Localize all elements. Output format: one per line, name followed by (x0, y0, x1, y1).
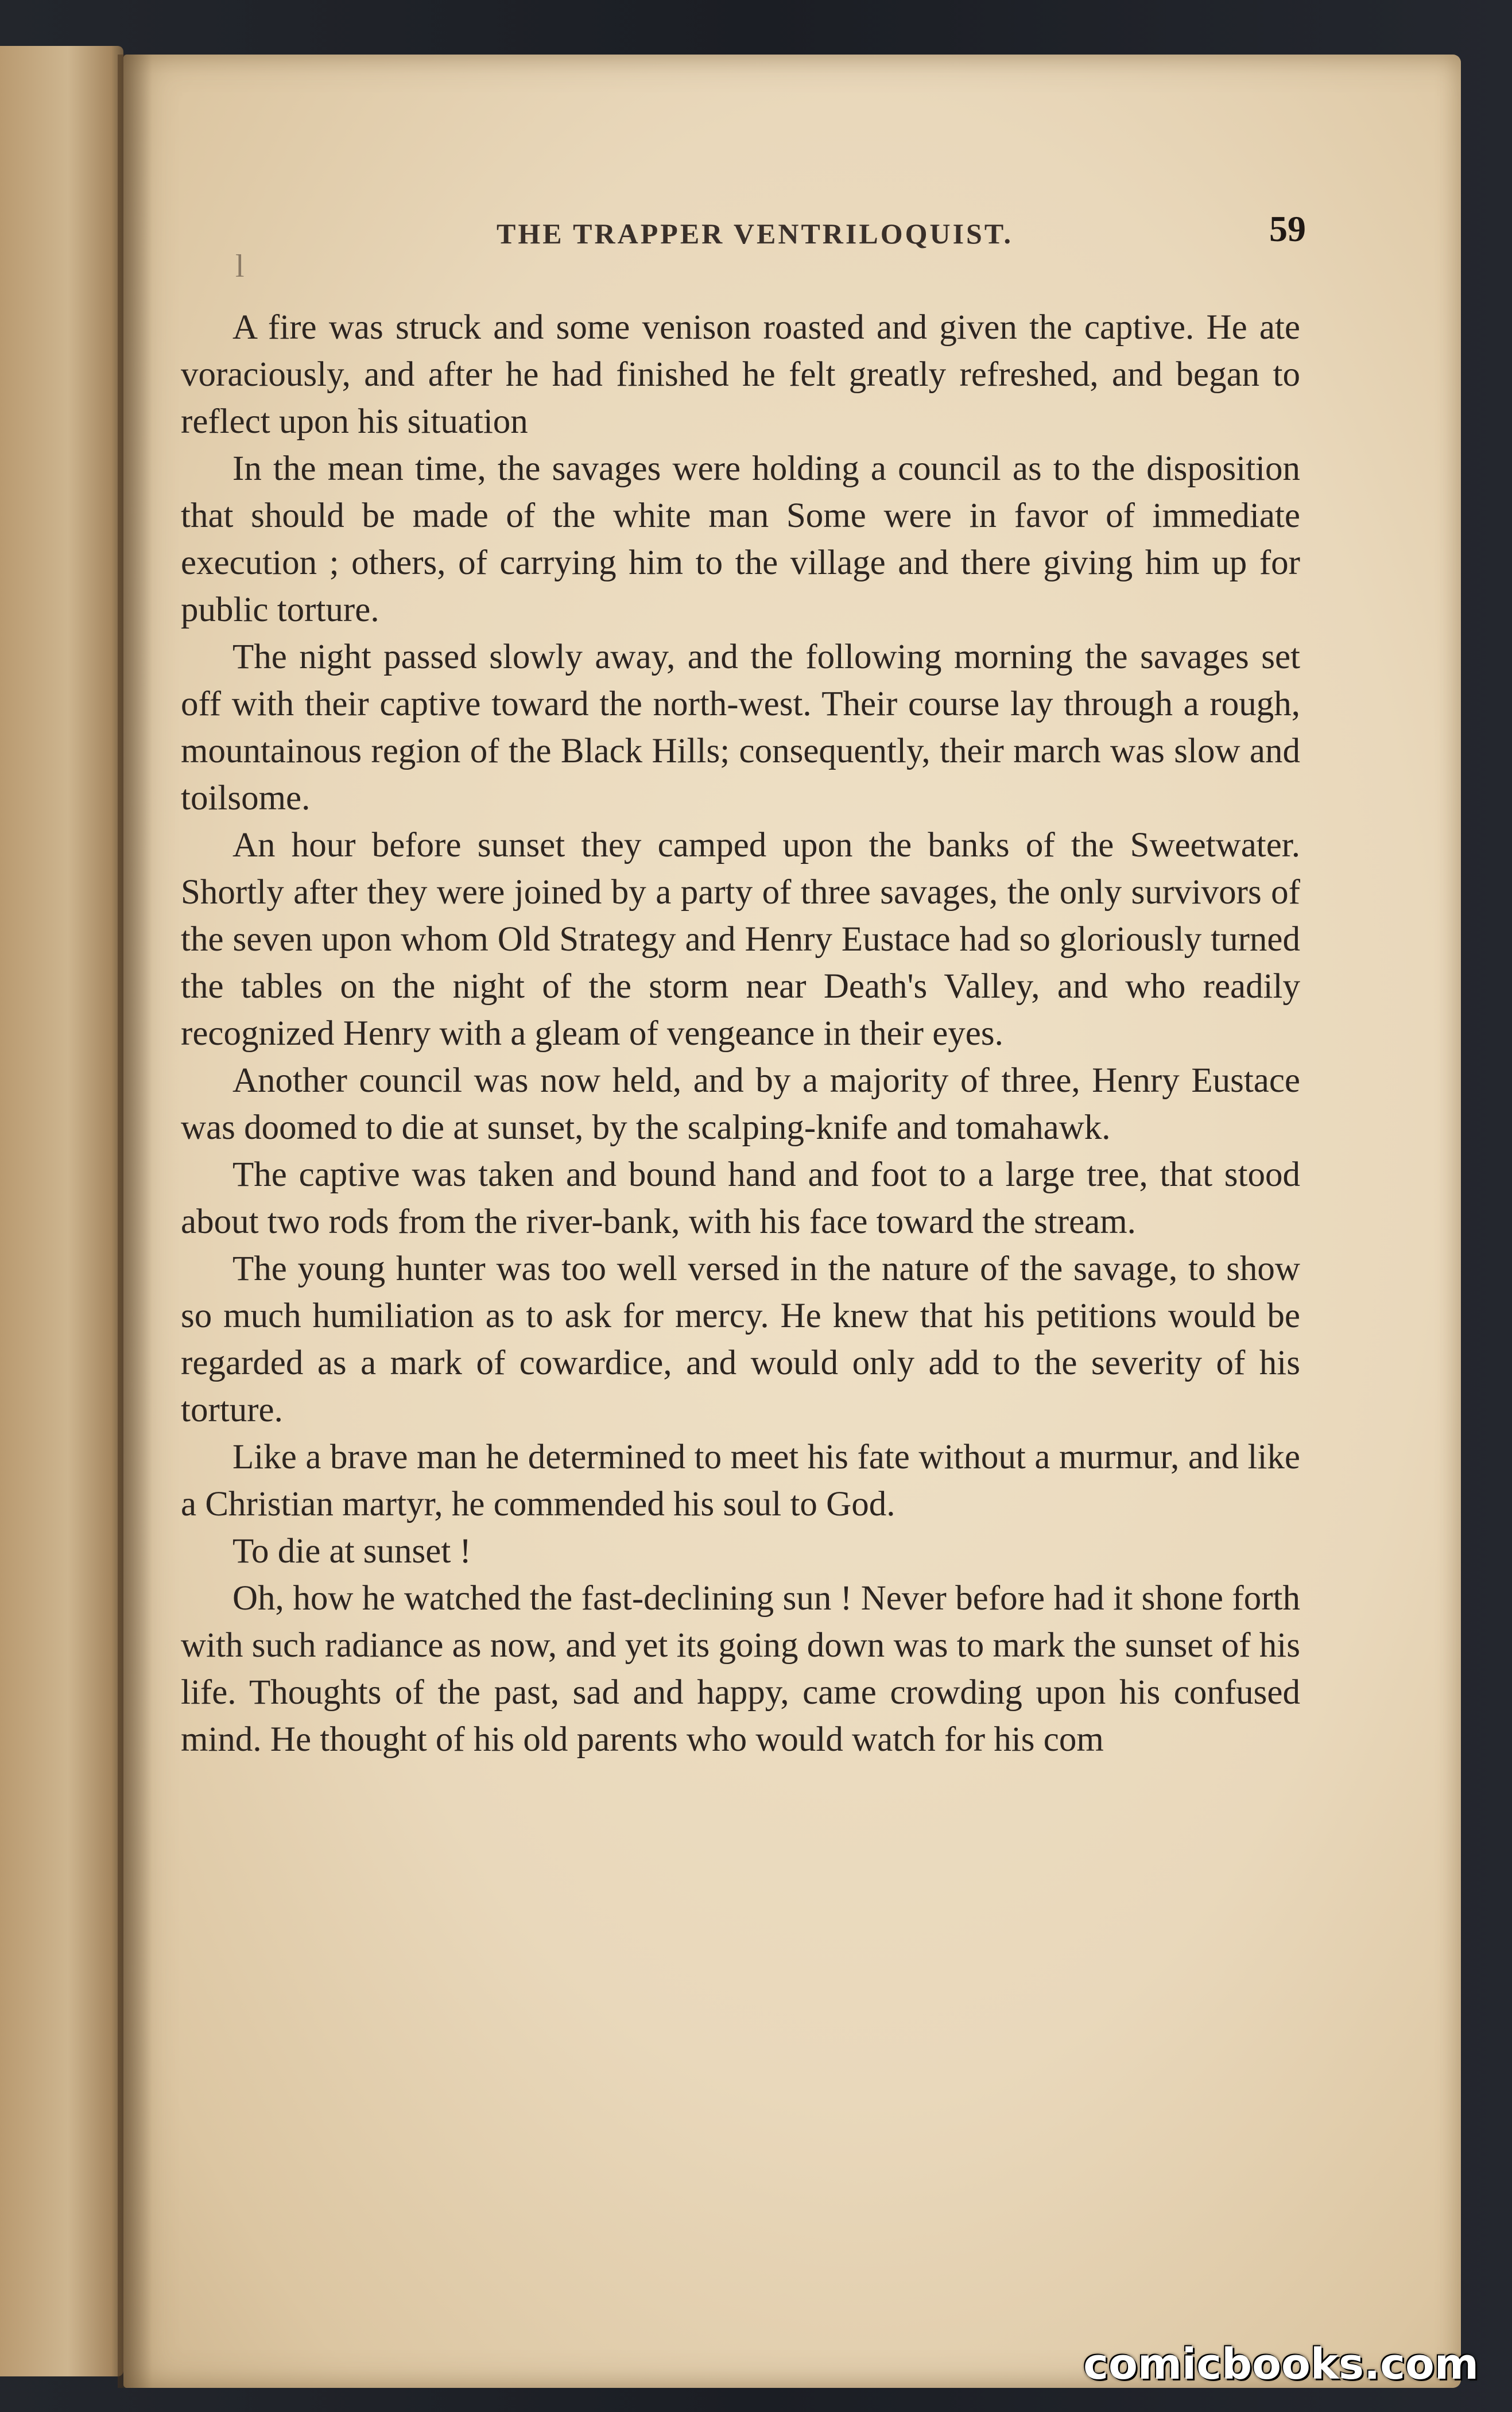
paragraph-sweetwater: An hour before sunset they camped upon the banks of the Sweetwater. Shortly after they were joined by a party of three savages, the only survivors of the seven upon whom Old Strategy and Henry Eustace had so gloriously turned the tables on the night of the storm near Death's Valley, and who readily recognized Henry with a gleam of vengeance in their eyes. (181, 826, 1300, 1053)
paragraph-young-hunter: The young hunter was too well versed in the nature of the savage, to show so much humiliation as to ask for mercy. He knew that his petitions would be regarded as a mark of cowardice, and would only add to the severity of his torture. (181, 1250, 1300, 1429)
paragraph-declining-sun: Oh, how he watched the fast-declining sun ! Never before had it shone forth with such radiance as now, and yet its going down was to mark the sunset of his life. Thoughts of the past, sad and happy, came crowding upon his confused mind. He thought of his old parents who would watch for his com (181, 1579, 1300, 1759)
site-watermark: comicbooks.com (1083, 2340, 1479, 2389)
paragraph-council: In the mean time, the savages were holding a council as to the disposition that should be made of the white man Some were in favor of immediate execution ; others, of carrying him to the village and there giving him up for public torture. (181, 449, 1300, 629)
paragraph-bound-to-tree: The captive was taken and bound hand and foot to a large tree, that stood about two rods from the river-bank, with his face toward the stream. (181, 1155, 1300, 1241)
page-number: 59 (1269, 208, 1306, 249)
stray-pen-mark: l (235, 249, 245, 284)
page-text (181, 304, 1300, 1763)
paragraph-fire-struck: A fire was struck and some venison roasted and given the captive. He ate voraciously, and after he had finished he felt greatly refreshed, and began to reflect upon his situation (181, 308, 1300, 441)
paragraph-doomed: Another council was now held, and by a majority of three, Henry Eustace was doomed to die at sunset, by the scalping-knife and tomahawk. (181, 1061, 1300, 1147)
paragraph-brave-man: Like a brave man he determined to meet his fate without a murmur, and like a Christian martyr, he commended his soul to God. (181, 1438, 1300, 1523)
paragraph-die-at-sunset: To die at sunset ! (232, 1532, 471, 1570)
running-title: THE TRAPPER VENTRILOQUIST. (496, 218, 1014, 250)
facing-page-edge (0, 46, 123, 2376)
gutter-shadow (118, 55, 152, 2388)
paragraph-night-passed: The night passed slowly away, and the following morning the savages set off with their captive toward the north-west. Their course lay through a rough, mountainous region of the Black Hills; consequently, their march was slow and toilsome. (181, 638, 1300, 817)
